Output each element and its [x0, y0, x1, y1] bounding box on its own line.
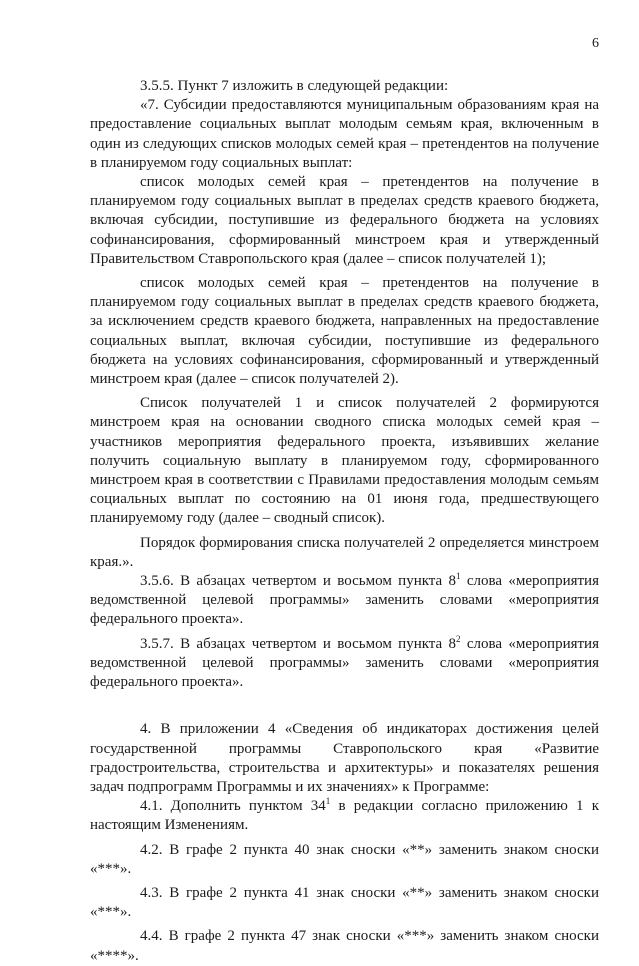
- paragraph-item-7: «7. Субсидии предоставляются муниципальным образованиям края на предоставление социальных выплат молодым семьям края, включенным в один из следующих списков молодых семей края – претендентов на получение в планируемом году социальных выплат:: [90, 97, 599, 171]
- superscript: 2: [456, 633, 461, 644]
- paragraph-3-5-6: [90, 572, 599, 630]
- paragraph-3-5-5: 3.5.5. Пункт 7 изложить в следующей редакции:: [140, 78, 449, 94]
- paragraph-list-1: список молодых семей края – претендентов на получение в планируемом году социальных выплат в пределах средств краевого бюджета, включая субсидии, поступившие из федерального бюджета на условиях софинансирования, сформированный минстроем края и утвержденный Правительством Ставропольского края (далее – список получателей 1);: [90, 174, 599, 267]
- paragraph-4-1-start: 4.1. Дополнить пунктом 34: [140, 798, 326, 815]
- paragraph-4-1-end: в редакции согласно приложению 1 к настоящим Изменениям.: [90, 798, 599, 834]
- paragraph-4-2: 4.2. В графе 2 пункта 40 знак сноски «**» заменить знаком сноски «***».: [90, 841, 599, 877]
- paragraph-3-5-6-start: 3.5.6. В абзацах четвертом и восьмом пункта 8: [140, 573, 457, 590]
- paragraph-4: 4. В приложении 4 «Сведения об индикаторах достижения целей государственной программы Ставропольского края «Развитие градостроительства, строительства и архитектуры» и показателях решения задач подпрограмм Программы и их значениях» к Программе:: [90, 721, 599, 795]
- paragraph-lists-formation: Список получателей 1 и список получателей 2 формируются минстроем края на основании сводного списка молодых семей края – участников мероприятия федерального проекта, изъявивших желание получить социальную выплату в планируемом году, сформированного минстроем края в соответствии с Правилами предоставления молодым семьям социальных выплат по состоянию на 01 июня года, предшествующего планируемому году (далее – сводный список).: [90, 395, 599, 527]
- paragraph-4-3: 4.3. В графе 2 пункта 41 знак сноски «**» заменить знаком сноски «***».: [90, 884, 599, 921]
- paragraph-list-2-order: Порядок формирования списка получателей 2 определяется минстроем края.».: [90, 534, 599, 570]
- page-number: 6: [592, 36, 599, 51]
- paragraph-3-5-7-start: 3.5.7. В абзацах четвертом и восьмом пункта 8: [140, 635, 457, 652]
- document-body: [90, 77, 599, 966]
- paragraph-3-5-7-end: слова «мероприятия ведомственной целевой программы» заменить словами «мероприятия федерального проекта».: [90, 635, 599, 691]
- paragraph-list-2: список молодых семей края – претендентов на получение в планируемом году социальных выплат в пределах средств краевого бюджета, за исключением средств краевого бюджета, направленных на предоставление социальных выплат, включая субсидии, поступившие из федерального бюджета на условиях софинансирования, сформированный и утвержденный минстроем края (далее – список получателей 2).: [90, 275, 599, 388]
- superscript: 1: [456, 571, 461, 582]
- superscript: 1: [325, 796, 331, 807]
- paragraph-4-4: 4.4. В графе 2 пункта 47 знак сноски «***» заменить знаком сноски «****».: [90, 928, 599, 964]
- paragraph-3-5-7: [90, 635, 599, 693]
- paragraph-4-1: [90, 797, 599, 835]
- paragraph-3-5-6-end: слова «мероприятия ведомственной целевой программы» заменить словами «мероприятия федерального проекта».: [90, 573, 599, 628]
